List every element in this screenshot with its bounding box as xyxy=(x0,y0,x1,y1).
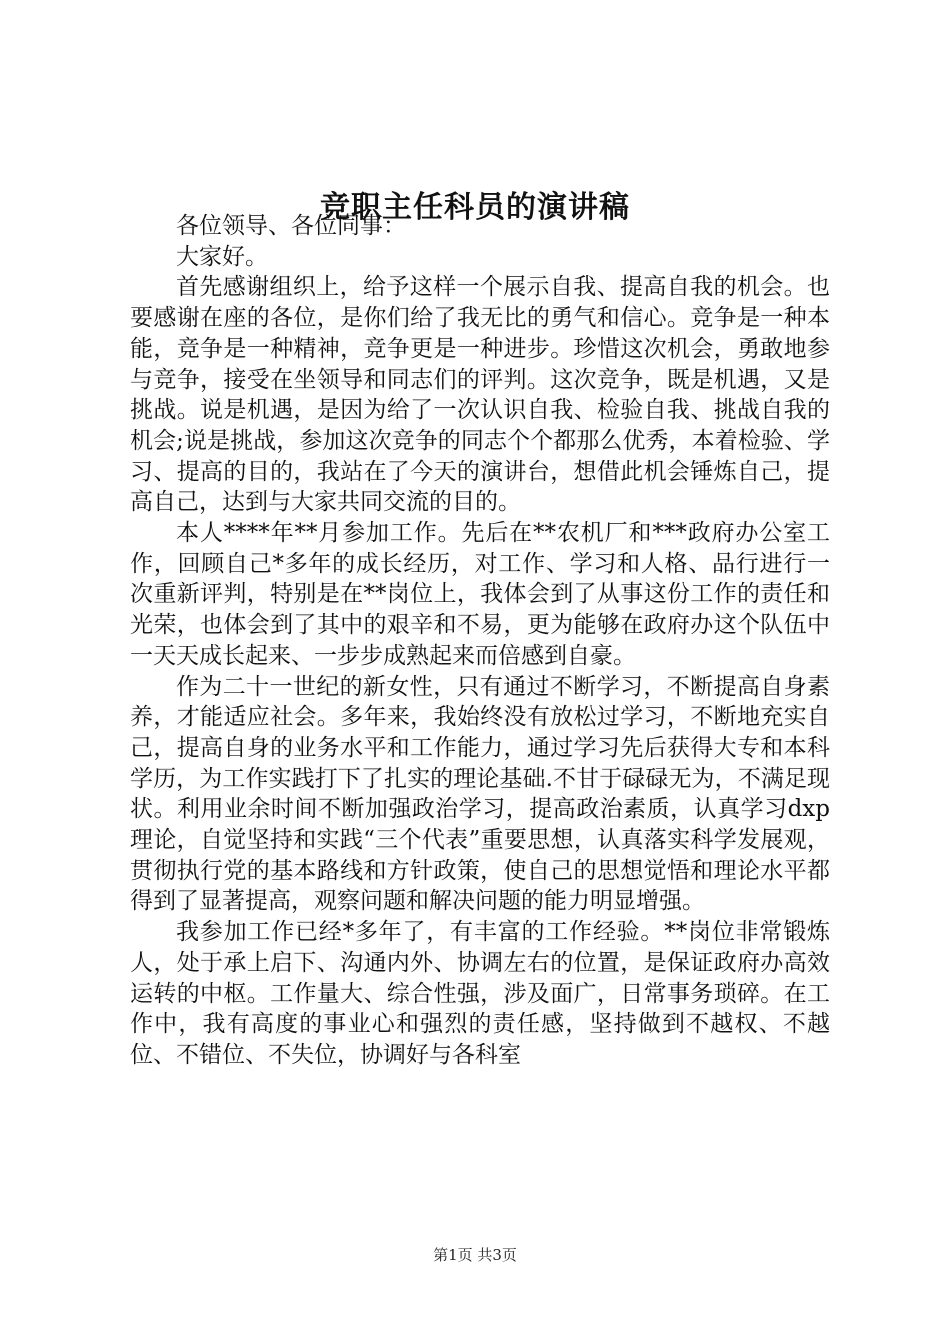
document-body xyxy=(130,211,830,1071)
paragraph-experience: 我参加工作已经*多年了，有丰富的工作经验。**岗位非常锻炼人，处于承上启下、沟通内外、协调左右的位置，是保证政府办高效运转的中枢。工作量大、综合性强，涉及面广，日常事务琐碎。在工作中，我有高度的事业心和强烈的责任感，坚持做到不越权、不越位、不错位、不失位，协调好与各科室 xyxy=(130,919,830,1068)
paragraph-background: 本人****年**月参加工作。先后在**农机厂和***政府办公室工作，回顾自己*多年的成长经历，对工作、学习和人格、品行进行一次重新评判，特别是在**岗位上，我体会到了从事这份工作的责任和光荣，也体会到了其中的艰辛和不易，更为能够在政府办这个队伍中一天天成长起来、一步步成熟起来而倍感到自豪。 xyxy=(130,520,830,669)
paragraph-greeting: 各位领导、各位同事： xyxy=(176,213,406,239)
paragraph-thanks: 首先感谢组织上，给予这样一个展示自我、提高自我的机会。也要感谢在座的各位，是你们给了我无比的勇气和信心。竞争是一种本能，竞争是一种精神，竞争更是一种进步。珍惜这次机会，勇敢地参与竞争，接受在坐领导和同志们的评判。这次竞争，既是机遇，又是挑战。说是机遇，是因为给了一次认识自我、检验自我、挑战自我的机会;说是挑战，参加这次竞争的同志个个都那么优秀，本着检验、学习、提高的目的，我站在了今天的演讲台，想借此机会锤炼自己，提高自己，达到与大家共同交流的目的。 xyxy=(130,274,830,516)
paragraph-study: 作为二十一世纪的新女性，只有通过不断学习，不断提高自身素养，才能适应社会。多年来，我始终没有放松过学习，不断地充实自己，提高自身的业务水平和工作能力，通过学习先后获得大专和本科学历，为工作实践打下了扎实的理论基础.不甘于碌碌无为，不满足现状。利用业余时间不断加强政治学习，提高政治素质，认真学习dxp理论，自觉坚持和实践“三个代表”重要思想，认真落实科学发展观，贯彻执行党的基本路线和方针政策，使自己的思想觉悟和理论水平都得到了显著提高，观察问题和解决问题的能力明显增强。 xyxy=(130,673,830,915)
paragraph-hello: 大家好。 xyxy=(176,243,268,270)
document-title: 竞职主任科员的演讲稿 xyxy=(320,190,630,225)
page-footer: 第1页 共3页 xyxy=(433,1246,517,1264)
